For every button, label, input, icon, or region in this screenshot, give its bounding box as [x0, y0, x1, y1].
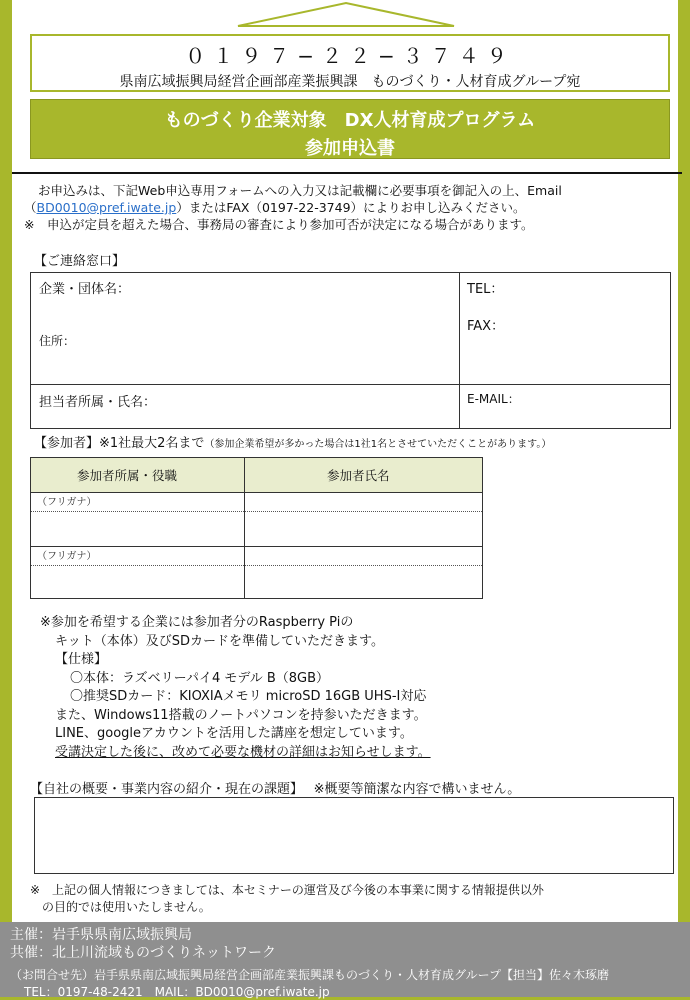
privacy-line: の目的では使用いたしません。	[42, 900, 211, 914]
col-header-affiliation: 参加者所属・役職	[77, 468, 178, 483]
fax-destination: 県南広域振興局経営企画部産業振興課 ものづくり・人材育成グループ宛	[119, 74, 581, 90]
roof-decoration	[236, 0, 456, 30]
footer-inquiry: （お問合せ先）岩手県県南広域振興局経営企画部産業振興課ものづくり・人材育成グループ【担当】佐々木琢磨	[10, 968, 610, 982]
form-title: ものづくり企業対象 DX人材育成プログラム	[164, 110, 536, 131]
note-line: キット（本体）及びSDカードを準備していただきます。	[55, 633, 384, 649]
col-header-name: 参加者氏名	[327, 468, 390, 483]
footer	[0, 922, 690, 997]
footer-host: 主催：岩手県県南広域振興局	[10, 927, 192, 943]
table-divider	[31, 384, 670, 385]
furigana-divider	[31, 511, 482, 512]
overview-section-title: 【自社の概要・事業内容の紹介・現在の課題】 ※概要等簡潔な内容で構いません。	[30, 782, 521, 797]
intro-paren: （	[24, 200, 37, 215]
tel-field[interactable]: TEL：	[467, 282, 504, 297]
table-divider	[459, 273, 460, 428]
overview-input[interactable]	[34, 797, 674, 874]
note-line-underlined: 受講決定した後に、改めて必要な機材の詳細はお知らせします。	[55, 744, 431, 760]
participants-section	[34, 432, 551, 451]
furigana-label: （フリガナ）	[37, 497, 97, 508]
footer-cohost: 共催：北上川流域ものづくりネットワーク	[10, 945, 276, 961]
note-line: また、Windows11搭載のノートパソコンを持参いただきます。	[55, 707, 427, 723]
intro-line-2-rest: ）またはFAX（0197-22-3749）によりお申し込みください。	[176, 200, 526, 215]
intro-text	[24, 182, 664, 233]
table-divider	[31, 546, 482, 547]
furigana-divider	[31, 565, 482, 566]
table-divider	[244, 458, 245, 598]
privacy-note	[30, 882, 670, 916]
footer-contact: TEL：0197-48-2421 MAIL：BD0010@pref.iwate.jp	[24, 985, 330, 999]
intro-line-1: お申込みは、下記Web申込専用フォームへの入力又は記載欄に必要事項を御記入の上、Email	[38, 183, 562, 198]
person-field[interactable]: 担当者所属・氏名：	[39, 395, 157, 410]
note-line: ※参加を希望する企業には参加者分のRaspberry Piの	[40, 615, 354, 630]
email-link[interactable]: BD0010@pref.iwate.jp	[36, 200, 177, 215]
form-subtitle: 参加申込書	[305, 138, 395, 159]
spec-item: 〇本体：ラズベリーパイ4 モデル B（8GB）	[70, 670, 330, 686]
fax-destination-box	[30, 34, 670, 92]
privacy-line: ※ 上記の個人情報につきましては、本セミナーの運営及び今後の本事業に関する情報提供以外	[30, 883, 544, 897]
contact-section-title: 【ご連絡窓口】	[34, 254, 126, 269]
note-line: LINE、googleアカウントを活用した講座を想定しています。	[55, 726, 413, 741]
fax-number: ０１９７−２２−３７４９	[185, 44, 515, 68]
intro-line-3: ※ 申込が定員を超えた場合、事務局の審査により参加可否が決定になる場合があります。	[24, 217, 534, 232]
company-name-field[interactable]: 企業・団体名：	[39, 282, 131, 297]
contact-table	[30, 272, 671, 429]
fax-field[interactable]: FAX：	[467, 319, 505, 334]
spec-title: 【仕様】	[55, 652, 108, 667]
intro-line-2	[24, 199, 664, 216]
form-title-box	[30, 99, 670, 159]
furigana-label: （フリガナ）	[37, 551, 97, 562]
participants-table	[30, 457, 483, 599]
requirements-notes	[40, 614, 680, 762]
spec-item: 〇推奨SDカード：KIOXIAメモリ microSD 16GB UHS-I対応	[70, 689, 427, 704]
email-field[interactable]: E-MAIL：	[467, 392, 520, 406]
address-field[interactable]: 住所：	[39, 334, 76, 348]
participants-title: 【参加者】※1社最大2名まで	[34, 436, 205, 451]
participants-note: （参加企業希望が多かった場合は1社1名とさせていただくことがあります。）	[204, 439, 552, 450]
divider	[12, 172, 682, 174]
